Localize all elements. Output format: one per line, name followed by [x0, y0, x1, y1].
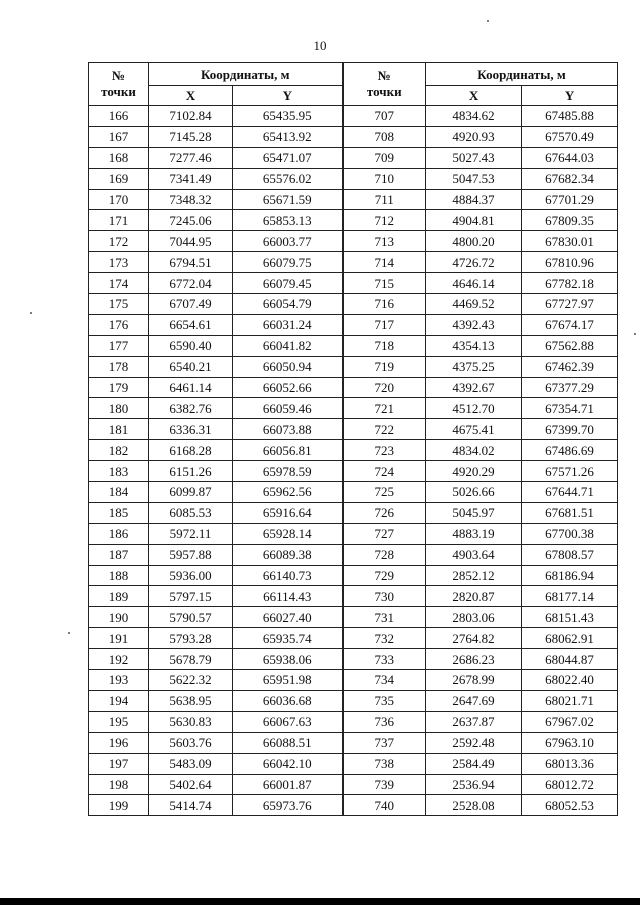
x-value: 6151.26 [149, 461, 233, 482]
x-value: 6461.14 [149, 377, 233, 398]
table-row [89, 356, 618, 377]
point-number-2: 740 [343, 795, 426, 816]
point-number: 191 [89, 628, 149, 649]
table-row [89, 398, 618, 419]
point-number-2: 719 [343, 356, 426, 377]
point-number-2: 726 [343, 502, 426, 523]
x-value-2: 2584.49 [426, 753, 522, 774]
x-value-2: 5047.53 [426, 168, 522, 189]
y-value-2: 67701.29 [522, 189, 618, 210]
x-value: 5972.11 [149, 523, 233, 544]
point-number: 192 [89, 649, 149, 670]
coordinates-table [88, 62, 618, 816]
point-number: 181 [89, 419, 149, 440]
table-row [89, 461, 618, 482]
y-value: 66059.46 [233, 398, 343, 419]
point-number-2: 709 [343, 147, 426, 168]
point-number-2: 714 [343, 252, 426, 273]
y-value-2: 67485.88 [522, 106, 618, 127]
y-value-2: 68021.71 [522, 690, 618, 711]
y-value: 66027.40 [233, 607, 343, 628]
x-value: 6654.61 [149, 314, 233, 335]
point-number-word-2: точки [366, 84, 402, 99]
y-value-2: 68186.94 [522, 565, 618, 586]
scan-speck [487, 20, 489, 22]
table-row [89, 231, 618, 252]
x-value-2: 4834.62 [426, 106, 522, 127]
y-value-2: 68022.40 [522, 670, 618, 691]
x-value: 6099.87 [149, 482, 233, 503]
x-value: 5957.88 [149, 544, 233, 565]
point-number: 168 [89, 147, 149, 168]
table-row [89, 189, 618, 210]
point-number: 194 [89, 690, 149, 711]
y-value-2: 67462.39 [522, 356, 618, 377]
y-value-2: 67830.01 [522, 231, 618, 252]
y-header: Y [233, 86, 343, 106]
point-number: 196 [89, 732, 149, 753]
point-number: 172 [89, 231, 149, 252]
x-value: 5622.32 [149, 670, 233, 691]
point-number: 195 [89, 711, 149, 732]
table-row [89, 335, 618, 356]
y-value-2: 68044.87 [522, 649, 618, 670]
point-number-2: 710 [343, 168, 426, 189]
y-value-2: 67354.71 [522, 398, 618, 419]
x-value: 6085.53 [149, 502, 233, 523]
point-number-2: 738 [343, 753, 426, 774]
y-value: 65435.95 [233, 106, 343, 127]
y-value: 65671.59 [233, 189, 343, 210]
y-value: 66031.24 [233, 314, 343, 335]
point-number-2: 737 [343, 732, 426, 753]
scan-edge [0, 898, 640, 905]
table-row [89, 294, 618, 315]
coordinates-header: Координаты, м [149, 63, 343, 86]
x-value-2: 4646.14 [426, 273, 522, 294]
point-number-2: 720 [343, 377, 426, 398]
y-value: 66042.10 [233, 753, 343, 774]
y-value-2: 67571.26 [522, 461, 618, 482]
y-value-2: 68151.43 [522, 607, 618, 628]
point-number-2: 713 [343, 231, 426, 252]
table-row [89, 482, 618, 503]
table-row [89, 440, 618, 461]
point-number-2: 733 [343, 649, 426, 670]
x-value-2: 2820.87 [426, 586, 522, 607]
y-value: 66073.88 [233, 419, 343, 440]
y-value-2: 67963.10 [522, 732, 618, 753]
y-value: 66001.87 [233, 774, 343, 795]
table-row [89, 106, 618, 127]
y-value: 65916.64 [233, 502, 343, 523]
table-row [89, 502, 618, 523]
x-value: 5630.83 [149, 711, 233, 732]
x-value-2: 4884.37 [426, 189, 522, 210]
y-value: 66089.38 [233, 544, 343, 565]
x-value-2: 4675.41 [426, 419, 522, 440]
y-value: 66052.66 [233, 377, 343, 398]
y-value: 66079.45 [233, 273, 343, 294]
point-number-header [89, 63, 149, 106]
y-value: 65471.07 [233, 147, 343, 168]
point-number: 197 [89, 753, 149, 774]
y-value-2: 67644.71 [522, 482, 618, 503]
table-row [89, 795, 618, 816]
table-row [89, 523, 618, 544]
point-number-symbol-2: № [377, 68, 391, 83]
point-number: 178 [89, 356, 149, 377]
x-value: 5402.64 [149, 774, 233, 795]
x-value: 6590.40 [149, 335, 233, 356]
y-value-2: 67562.88 [522, 335, 618, 356]
y-value: 66079.75 [233, 252, 343, 273]
x-value-2: 4375.25 [426, 356, 522, 377]
y-value-2: 67809.35 [522, 210, 618, 231]
x-value: 5797.15 [149, 586, 233, 607]
point-number-word: точки [101, 84, 136, 99]
point-number-2: 728 [343, 544, 426, 565]
y-value-2: 67727.97 [522, 294, 618, 315]
point-number: 198 [89, 774, 149, 795]
page-number: 10 [313, 38, 327, 53]
y-value-2: 68013.36 [522, 753, 618, 774]
point-number: 186 [89, 523, 149, 544]
y-value: 66114.43 [233, 586, 343, 607]
y-value-2: 68177.14 [522, 586, 618, 607]
x-value-2: 2686.23 [426, 649, 522, 670]
y-value: 65935.74 [233, 628, 343, 649]
point-number-2: 717 [343, 314, 426, 335]
table-row [89, 147, 618, 168]
point-number: 167 [89, 126, 149, 147]
point-number: 173 [89, 252, 149, 273]
point-number-header-2 [343, 63, 426, 106]
table-row [89, 711, 618, 732]
point-number-2: 731 [343, 607, 426, 628]
point-number: 175 [89, 294, 149, 315]
x-value-2: 4354.13 [426, 335, 522, 356]
point-number: 174 [89, 273, 149, 294]
x-value: 5793.28 [149, 628, 233, 649]
point-number: 180 [89, 398, 149, 419]
point-number-2: 739 [343, 774, 426, 795]
point-number-2: 716 [343, 294, 426, 315]
y-value: 66041.82 [233, 335, 343, 356]
point-number-2: 723 [343, 440, 426, 461]
table-row [89, 690, 618, 711]
x-value: 7044.95 [149, 231, 233, 252]
point-number-2: 735 [343, 690, 426, 711]
point-number: 182 [89, 440, 149, 461]
x-value-2: 5045.97 [426, 502, 522, 523]
x-value: 6540.21 [149, 356, 233, 377]
x-header: X [149, 86, 233, 106]
point-number-2: 707 [343, 106, 426, 127]
table-row [89, 377, 618, 398]
y-header-2: Y [522, 86, 618, 106]
point-number-2: 725 [343, 482, 426, 503]
point-number-2: 727 [343, 523, 426, 544]
point-number-2: 708 [343, 126, 426, 147]
point-number: 188 [89, 565, 149, 586]
table-row [89, 565, 618, 586]
point-number-2: 715 [343, 273, 426, 294]
table-row [89, 732, 618, 753]
y-value: 66050.94 [233, 356, 343, 377]
y-value-2: 68062.91 [522, 628, 618, 649]
table-row [89, 273, 618, 294]
y-value: 65951.98 [233, 670, 343, 691]
point-number: 169 [89, 168, 149, 189]
x-value: 6336.31 [149, 419, 233, 440]
point-number: 193 [89, 670, 149, 691]
table-row [89, 586, 618, 607]
x-value: 5414.74 [149, 795, 233, 816]
table-row [89, 670, 618, 691]
y-value-2: 68052.53 [522, 795, 618, 816]
y-value: 65928.14 [233, 523, 343, 544]
point-number: 185 [89, 502, 149, 523]
x-value: 7277.46 [149, 147, 233, 168]
x-value-2: 4800.20 [426, 231, 522, 252]
y-value-2: 67377.29 [522, 377, 618, 398]
x-value-2: 5027.43 [426, 147, 522, 168]
point-number-2: 734 [343, 670, 426, 691]
y-value-2: 67681.51 [522, 502, 618, 523]
table-row [89, 252, 618, 273]
x-value-2: 2637.87 [426, 711, 522, 732]
y-value: 65853.13 [233, 210, 343, 231]
point-number: 176 [89, 314, 149, 335]
x-value: 7245.06 [149, 210, 233, 231]
point-number-2: 730 [343, 586, 426, 607]
y-value-2: 67782.18 [522, 273, 618, 294]
table-row [89, 419, 618, 440]
y-value: 65973.76 [233, 795, 343, 816]
point-number: 184 [89, 482, 149, 503]
table-row [89, 753, 618, 774]
y-value-2: 67570.49 [522, 126, 618, 147]
scan-speck [30, 312, 32, 314]
x-value-2: 5026.66 [426, 482, 522, 503]
x-value: 5678.79 [149, 649, 233, 670]
x-value: 5483.09 [149, 753, 233, 774]
x-value: 7102.84 [149, 106, 233, 127]
y-value: 65413.92 [233, 126, 343, 147]
x-value-2: 4903.64 [426, 544, 522, 565]
y-value: 66088.51 [233, 732, 343, 753]
y-value-2: 67810.96 [522, 252, 618, 273]
y-value: 65938.06 [233, 649, 343, 670]
point-number-2: 711 [343, 189, 426, 210]
y-value-2: 67644.03 [522, 147, 618, 168]
x-value: 7145.28 [149, 126, 233, 147]
x-value: 6772.04 [149, 273, 233, 294]
table-row [89, 544, 618, 565]
point-number-2: 724 [343, 461, 426, 482]
x-value-2: 4392.67 [426, 377, 522, 398]
point-number: 190 [89, 607, 149, 628]
point-number-2: 732 [343, 628, 426, 649]
table-row [89, 126, 618, 147]
point-number: 187 [89, 544, 149, 565]
x-value: 7348.32 [149, 189, 233, 210]
point-number: 189 [89, 586, 149, 607]
y-value: 66054.79 [233, 294, 343, 315]
x-value-2: 4834.02 [426, 440, 522, 461]
x-value: 5638.95 [149, 690, 233, 711]
point-number-2: 736 [343, 711, 426, 732]
point-number: 171 [89, 210, 149, 231]
point-number-2: 722 [343, 419, 426, 440]
y-value: 66067.63 [233, 711, 343, 732]
point-number-2: 721 [343, 398, 426, 419]
x-value-2: 2647.69 [426, 690, 522, 711]
x-value-2: 4920.93 [426, 126, 522, 147]
y-value: 66036.68 [233, 690, 343, 711]
point-number: 166 [89, 106, 149, 127]
x-value-2: 4883.19 [426, 523, 522, 544]
x-value-2: 4726.72 [426, 252, 522, 273]
point-number: 177 [89, 335, 149, 356]
x-value: 6168.28 [149, 440, 233, 461]
point-number-2: 718 [343, 335, 426, 356]
y-value-2: 67682.34 [522, 168, 618, 189]
x-value-2: 2678.99 [426, 670, 522, 691]
x-value: 6794.51 [149, 252, 233, 273]
x-value-2: 2803.06 [426, 607, 522, 628]
y-value: 65978.59 [233, 461, 343, 482]
scan-speck [68, 632, 70, 634]
point-number-2: 712 [343, 210, 426, 231]
point-number: 179 [89, 377, 149, 398]
point-number-2: 729 [343, 565, 426, 586]
y-value-2: 67674.17 [522, 314, 618, 335]
y-value-2: 67967.02 [522, 711, 618, 732]
point-number: 183 [89, 461, 149, 482]
y-value-2: 67486.69 [522, 440, 618, 461]
x-value-2: 2764.82 [426, 628, 522, 649]
y-value: 66140.73 [233, 565, 343, 586]
coordinates-header-2: Координаты, м [426, 63, 618, 86]
x-value: 5603.76 [149, 732, 233, 753]
table-row [89, 774, 618, 795]
point-number-symbol: № [111, 68, 126, 83]
y-value: 66003.77 [233, 231, 343, 252]
y-value-2: 67808.57 [522, 544, 618, 565]
table-row [89, 314, 618, 335]
x-value: 5936.00 [149, 565, 233, 586]
table-row [89, 210, 618, 231]
y-value-2: 67700.38 [522, 523, 618, 544]
x-value-2: 4904.81 [426, 210, 522, 231]
table-body [89, 106, 618, 816]
x-value-2: 4392.43 [426, 314, 522, 335]
point-number: 170 [89, 189, 149, 210]
table-header [89, 63, 618, 106]
y-value: 65576.02 [233, 168, 343, 189]
x-value: 7341.49 [149, 168, 233, 189]
scan-speck [634, 333, 636, 335]
x-value-2: 2852.12 [426, 565, 522, 586]
table-row [89, 649, 618, 670]
point-number: 199 [89, 795, 149, 816]
y-value: 65962.56 [233, 482, 343, 503]
x-value: 5790.57 [149, 607, 233, 628]
table-row [89, 607, 618, 628]
table-row [89, 628, 618, 649]
y-value: 66056.81 [233, 440, 343, 461]
x-value-2: 2536.94 [426, 774, 522, 795]
x-value-2: 4920.29 [426, 461, 522, 482]
x-value-2: 2528.08 [426, 795, 522, 816]
x-value-2: 2592.48 [426, 732, 522, 753]
x-value-2: 4512.70 [426, 398, 522, 419]
x-header-2: X [426, 86, 522, 106]
x-value: 6707.49 [149, 294, 233, 315]
y-value-2: 67399.70 [522, 419, 618, 440]
table-row [89, 168, 618, 189]
x-value-2: 4469.52 [426, 294, 522, 315]
y-value-2: 68012.72 [522, 774, 618, 795]
x-value: 6382.76 [149, 398, 233, 419]
